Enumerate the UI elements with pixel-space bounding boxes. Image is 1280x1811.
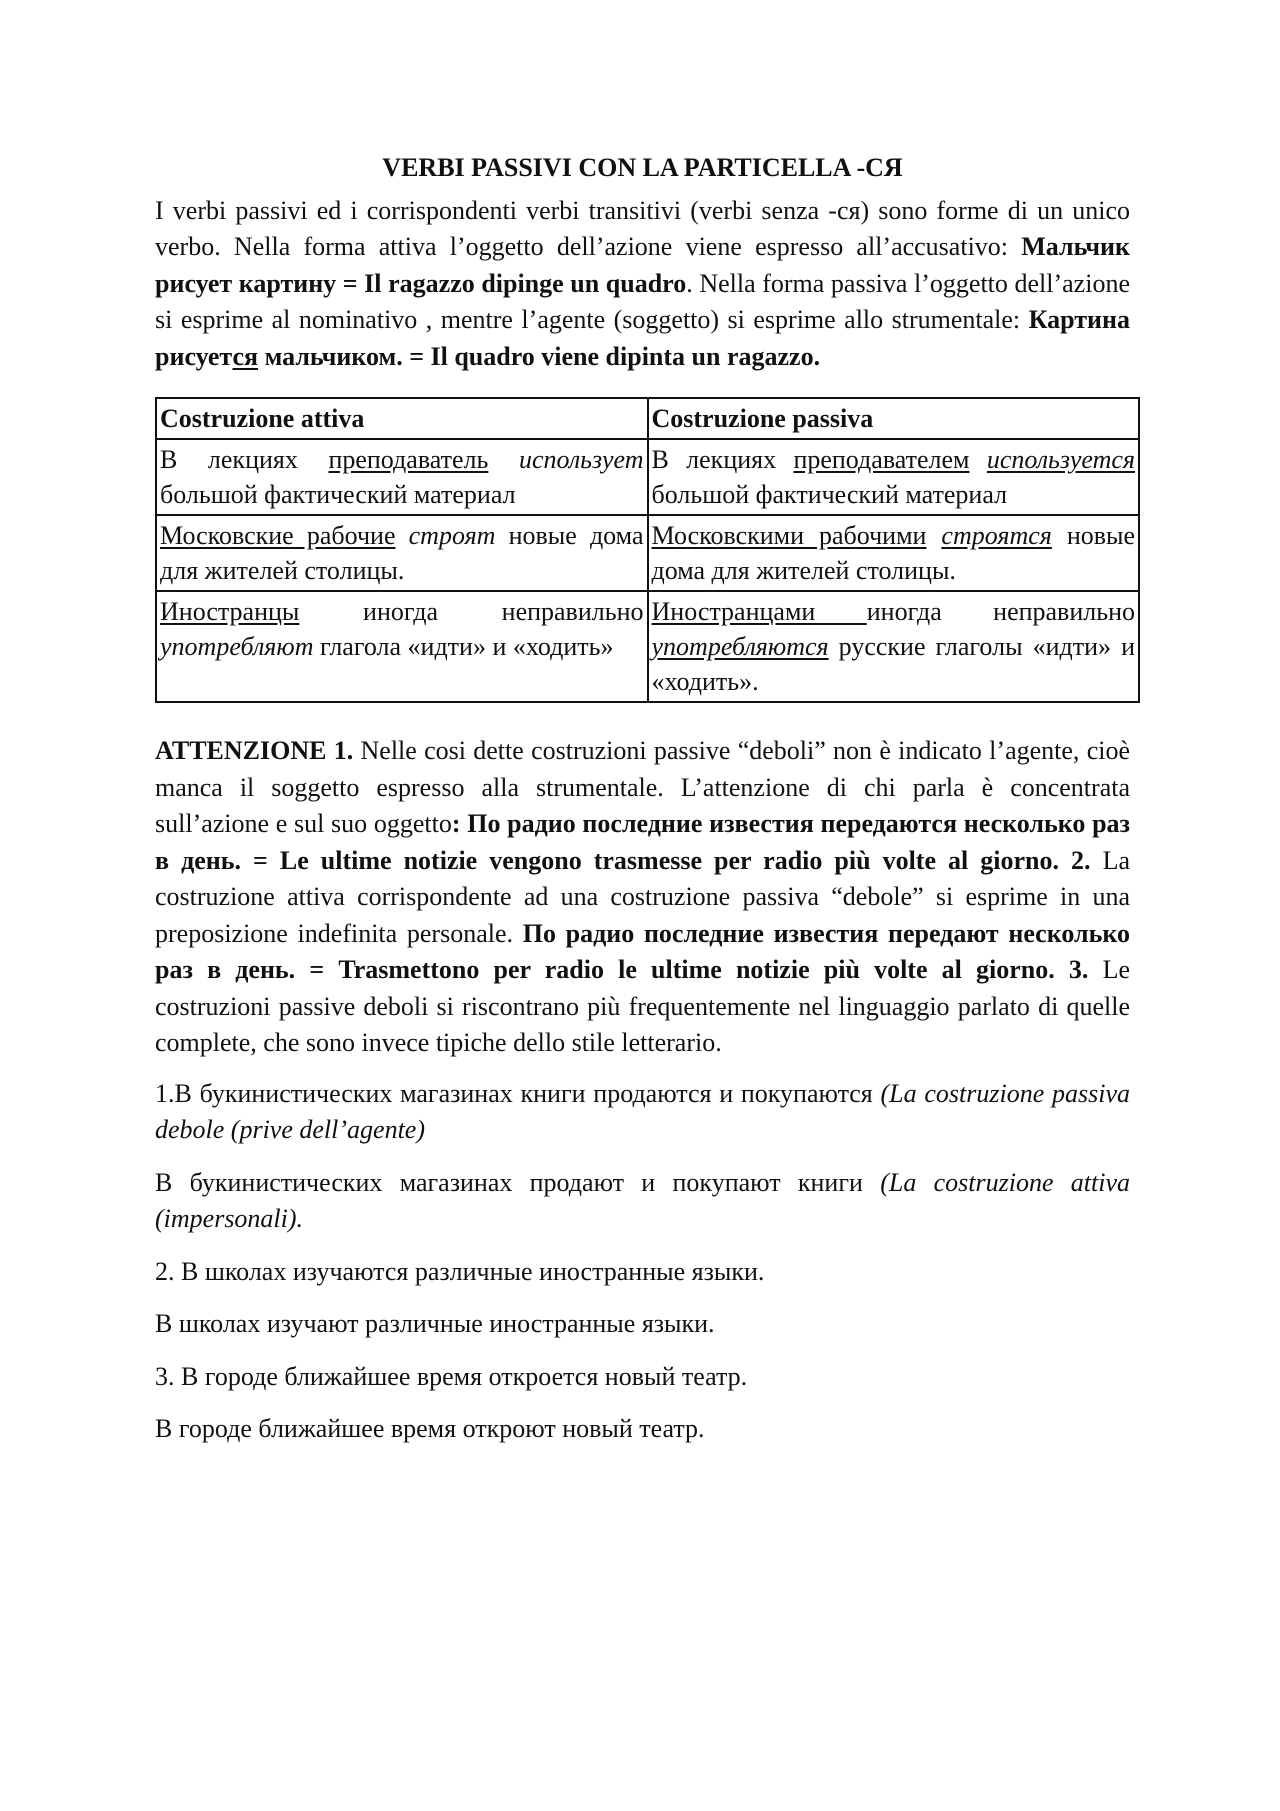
intro-text-1: I verbi passivi ed i corrispondenti verbi transitivi (verbi senza -ся) sono forme di un unico verbo. Nella forma attiva l’oggetto dell’azione viene espresso all’accusativo: <box>155 195 1130 261</box>
cell-space <box>926 521 941 550</box>
example-text: В городе ближайшее время откроют новый театр. <box>155 1414 705 1443</box>
cell-passive <box>648 439 1140 515</box>
cell-text: иногда неправильно <box>299 597 644 626</box>
cell-agent: преподавателем <box>793 445 970 474</box>
cell-subject: Иностранцы <box>160 597 300 626</box>
cell-space <box>970 445 987 474</box>
example-line <box>155 1076 1130 1149</box>
cell-active <box>156 591 648 702</box>
cell-verb: строятся <box>941 521 1052 550</box>
attention-text-1: Nelle cosi dette costruzioni passive “deboli” non è indicato l’agente, cioè manca il soggetto espresso alla strumentale. L’attenzione di chi parla è concentrata sull’azione e sul suo oggetto <box>155 736 1130 838</box>
cell-rest: новые дома для жителей столицы. <box>160 521 644 585</box>
example-note: (La costruzione attiva (impersonali). <box>155 1167 1130 1233</box>
attention-example-1: : По радио последние известия передаются несколько раз в день. = Le ultime notizie vengono trasmesse per radio più volte al giorno. 2. <box>155 809 1130 875</box>
example-line <box>155 1165 1130 1238</box>
example-text: В букинистических магазинах продают и покупают книги <box>155 1167 881 1197</box>
cell-verb: употребляют <box>160 632 314 661</box>
example-line <box>155 1359 1130 1396</box>
cell-verb: употребляются <box>651 632 829 661</box>
cell-verb: используется <box>986 445 1135 474</box>
table-row <box>156 591 1139 702</box>
cell-text: В лекциях <box>651 445 794 474</box>
example-text: В школах изучают различные иностранные языки. <box>155 1309 715 1338</box>
cell-text: В лекциях <box>160 445 329 474</box>
cell-subject: Московские рабочие <box>160 521 396 550</box>
intro-example-passive-verb: Картина рисует <box>155 305 1130 371</box>
example-text: 3. В городе ближайшее время откроется новый театр. <box>155 1361 748 1391</box>
example-line <box>155 1306 1130 1343</box>
table-row <box>156 515 1139 591</box>
cell-agent: Иностранцами <box>651 597 867 626</box>
attention-paragraph <box>155 733 1130 1062</box>
header-active: Costruzione attiva <box>156 398 648 439</box>
example-note: (La costruzione passiva debole (prive dell’agente) <box>155 1078 1130 1144</box>
cell-verb: строят <box>408 521 496 550</box>
cell-passive <box>648 515 1140 591</box>
example-text: 2. В школах изучаются различные иностранные языки. <box>155 1256 765 1286</box>
intro-example-passive-suffix: ся <box>232 341 259 371</box>
cell-space <box>488 445 519 474</box>
table-header-row <box>156 398 1139 439</box>
cell-subject: преподаватель <box>328 445 489 474</box>
cell-verb: использует <box>518 445 644 474</box>
intro-text-2: . Nella forma passiva l’oggetto dell’azione si esprime al nominativo , mentre l’agente (soggetto) si esprime allo strumentale: <box>155 268 1130 334</box>
document-page <box>155 150 1136 1448</box>
cell-space <box>395 521 408 550</box>
attention-text-2: La costruzione attiva corrispondente ad una costruzione passiva “debole” si esprime in una preposizione indefinita personale. <box>155 845 1130 948</box>
cell-active <box>156 515 648 591</box>
attention-label: ATTENZIONE 1. <box>155 736 354 765</box>
cell-active <box>156 439 648 515</box>
cell-rest: глагола «идти» и «ходить» <box>313 632 614 661</box>
table-row <box>156 439 1139 515</box>
attention-text-3: Le costruzioni passive deboli si riscontrano più frequentemente nel linguaggio parlato di quelle complete, che sono invece tipiche dello stile letterario. <box>155 955 1131 1057</box>
intro-example-active: Мальчик рисует картину = Il ragazzo dipinge un quadro <box>155 232 1130 298</box>
attention-example-2: По радио последние известия передают несколько раз в день. = Trasmettono per radio le ultime notizie più volte al giorno. 3. <box>155 918 1130 984</box>
intro-example-passive-rest: мальчиком. = Il quadro viene dipinta un ragazzo. <box>258 341 821 371</box>
cell-passive <box>648 591 1140 702</box>
header-passive: Costruzione passiva <box>648 398 1140 439</box>
comparison-table <box>155 397 1140 703</box>
example-line <box>155 1254 1130 1291</box>
cell-text: иногда неправильно <box>866 597 1135 626</box>
cell-rest: русские глаголы «идти» и «ходить». <box>651 632 1135 696</box>
page-title: VERBI PASSIVI CON LA PARTICELLA -СЯ <box>382 153 903 182</box>
cell-agent: Московскими рабочими <box>651 521 927 550</box>
example-text: 1.В букинистических магазинах книги продаются и покупаются <box>155 1078 881 1108</box>
example-line <box>155 1411 1130 1448</box>
cell-rest: большой фактический материал <box>651 480 1008 509</box>
intro-paragraph <box>155 193 1130 376</box>
cell-rest: большой фактический материал <box>160 480 516 509</box>
cell-rest: новые дома для жителей столицы. <box>651 521 1136 585</box>
